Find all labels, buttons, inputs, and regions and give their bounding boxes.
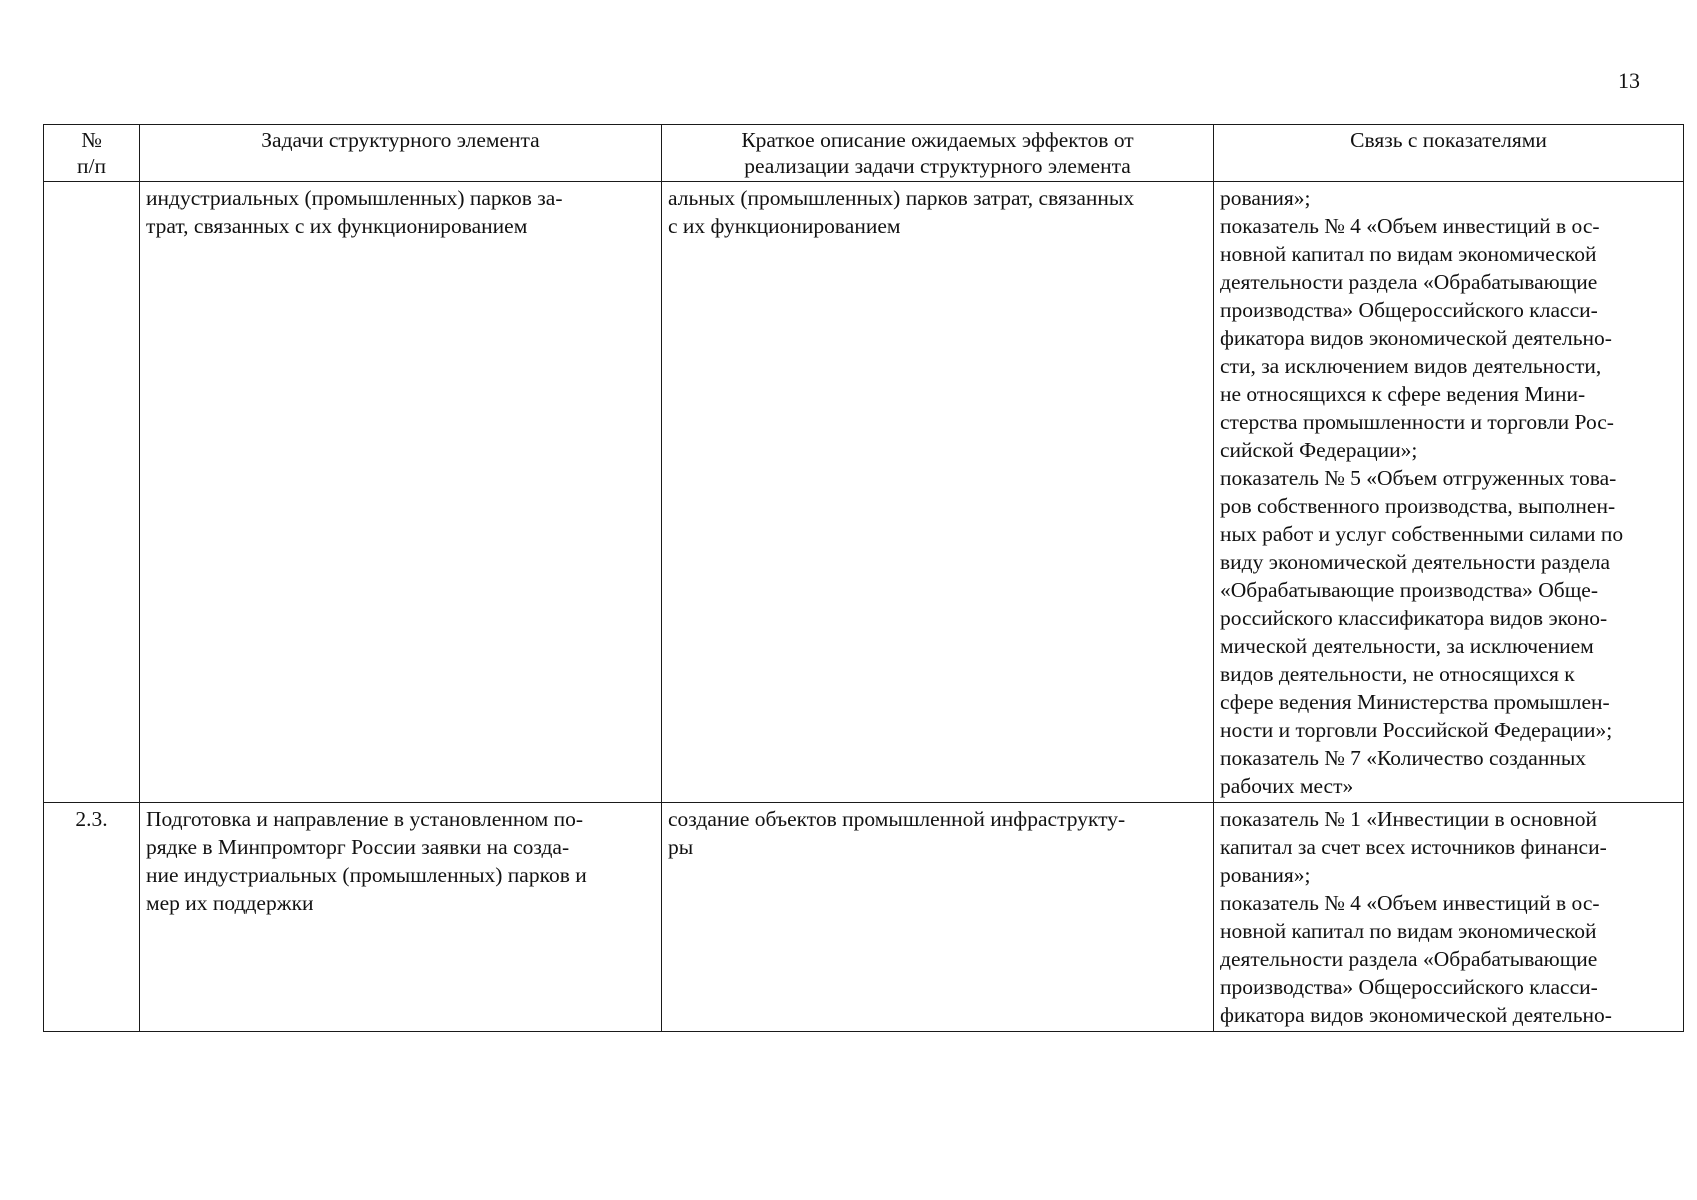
row-indicators-cell: рования»; показатель № 4 «Объем инвестиций в ос- новной капитал по видам экономической деятельности раздела «Обрабатывающие производства» Общероссийского класси- фикатора видов экономической деятельно- сти, за исключением видов деятельности, не относящихся к сфере ведения Мини- стерства промышленности и торговли Рос- сийской Федерации»; показатель № 5 «Объем отгруженных това- ров собственного производства, выполнен- ных работ и услуг собственными силами по виду экономической деятельности раздела «Обрабатывающие производства» Обще- российского классификатора видов эконо- мической деятельности, за исключением видов деятельности, не относящихся к сфере ведения Министерства промышлен- ности и торговли Российской Федерации»; показатель № 7 «Количество созданных рабочих мест»	[1214, 182, 1684, 803]
row-description-cell: альных (промышленных) парков затрат, связанных с их функционированием	[662, 182, 1214, 803]
table-header-row	[44, 125, 1684, 182]
row-description-cell: создание объектов промышленной инфраструкту- ры	[662, 803, 1214, 1032]
table-row	[44, 182, 1684, 803]
header-num: № п/п	[44, 125, 140, 182]
tasks-table	[43, 124, 1684, 1032]
row-task-cell: индустриальных (промышленных) парков за- трат, связанных с их функционированием	[140, 182, 662, 803]
page-number: 13	[1618, 68, 1640, 93]
header-description: Краткое описание ожидаемых эффектов от реализации задачи структурного элемента	[662, 125, 1214, 182]
row-task-cell: Подготовка и направление в установленном по- рядке в Минпромторг России заявки на созда- ние индустриальных (промышленных) парков и мер их поддержки	[140, 803, 662, 1032]
header-indicators: Связь с показателями	[1214, 125, 1684, 182]
row-indicators-cell: показатель № 1 «Инвестиции в основной капитал за счет всех источников финанси- рования»; показатель № 4 «Объем инвестиций в ос- новной капитал по видам экономической деятельности раздела «Обрабатывающие производства» Общероссийского класси- фикатора видов экономической деятельно-	[1214, 803, 1684, 1032]
header-task: Задачи структурного элемента	[140, 125, 662, 182]
row-num-cell: 2.3.	[44, 803, 140, 1032]
row-num-cell	[44, 182, 140, 803]
table-row	[44, 803, 1684, 1032]
